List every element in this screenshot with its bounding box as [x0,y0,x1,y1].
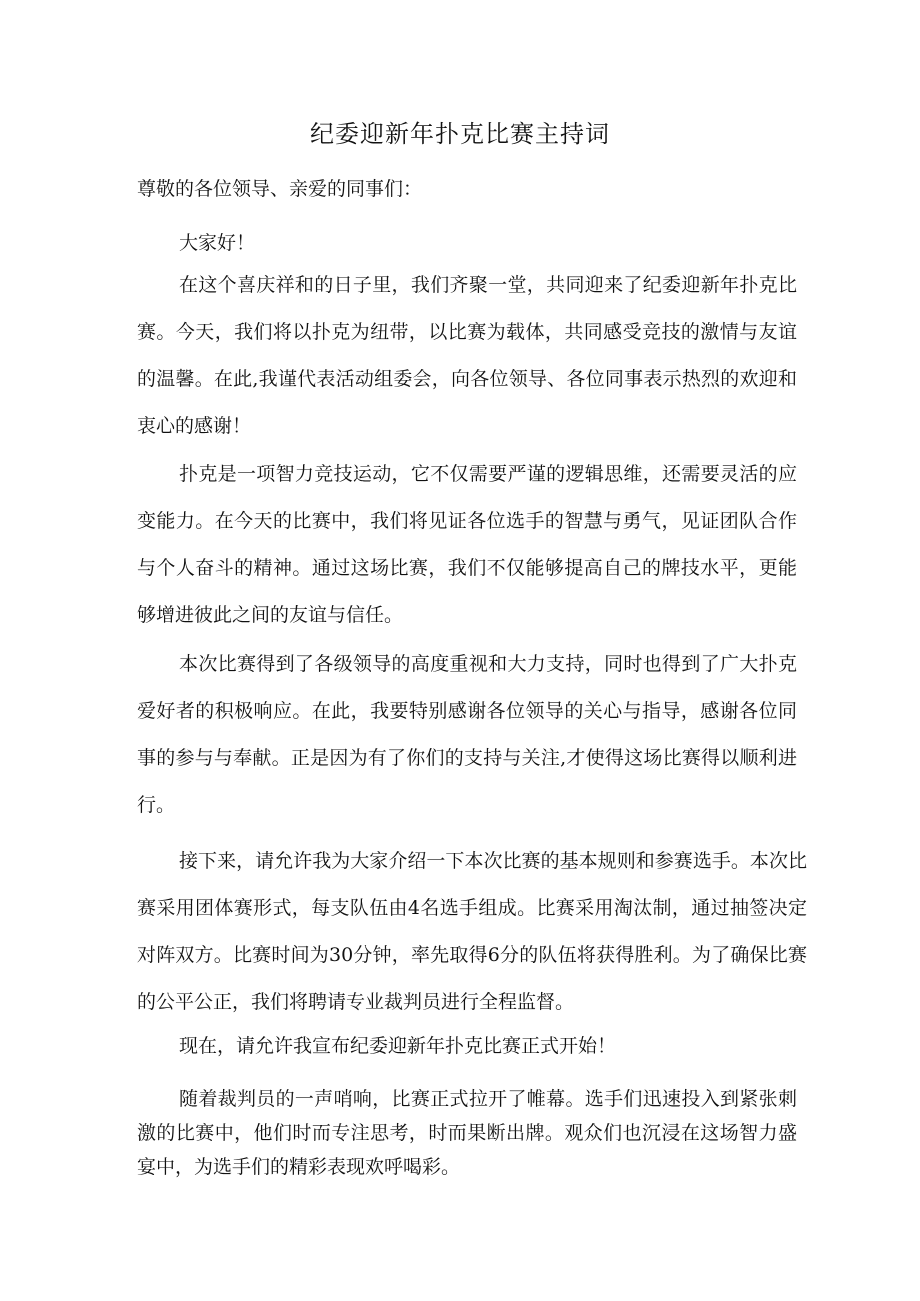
paragraph-announcement: 现在，请允许我宣布纪委迎新年扑克比赛正式开始！ [179,1035,617,1057]
greeting-line: 大家好！ [179,232,256,254]
salutation-line: 尊敬的各位领导、亲爱的同事们： [137,178,423,200]
paragraph-rules: 接下来，请允许我为大家介绍一下本次比赛的基本规则和参赛选手。本次比赛采用团体赛形式，每支队伍由4名选手组成。比赛采用淘汰制，通过抽签决定对阵双方。比赛时间为30分钟，率先取得6分的队伍将获得胜利。为了确保比赛的公平公正，我们将聘请专业裁判员进行全程监督。 [137,850,807,1013]
paragraph-thanks: 本次比赛得到了各级领导的高度重视和大力支持，同时也得到了广大扑克爱好者的积极响应。在此，我要特别感谢各位领导的关心与指导，感谢各位同事的参与与奉献。正是因为有了你们的支持与关注,才使得这场比赛得以顺利进行。 [137,653,797,816]
paragraph-match-start: 随着裁判员的一声哨响，比赛正式拉开了帷幕。选手们迅速投入到紧张刺激的比赛中，他们时而专注思考，时而果断出牌。观众们也沉浸在这场智力盛宴中，为选手们的精彩表现欢呼喝彩。 [137,1088,797,1178]
paragraph-poker-intro: 扑克是一项智力竞技运动，它不仅需要严谨的逻辑思维，还需要灵活的应变能力。在今天的比赛中，我们将见证各位选手的智慧与勇气，见证团队合作与个人奋斗的精神。通过这场比赛，我们不仅能够提高自己的牌技水平，更能够增进彼此之间的友谊与信任。 [137,463,797,626]
document-title: 纪委迎新年扑克比赛主持词 [310,120,610,148]
paragraph-welcome: 在这个喜庆祥和的日子里，我们齐聚一堂，共同迎来了纪委迎新年扑克比赛。今天，我们将以扑克为纽带，以比赛为载体，共同感受竞技的激情与友谊的温馨。在此,我谨代表活动组委会，向各位领导、各位同事表示热烈的欢迎和衷心的感谢！ [137,274,797,437]
